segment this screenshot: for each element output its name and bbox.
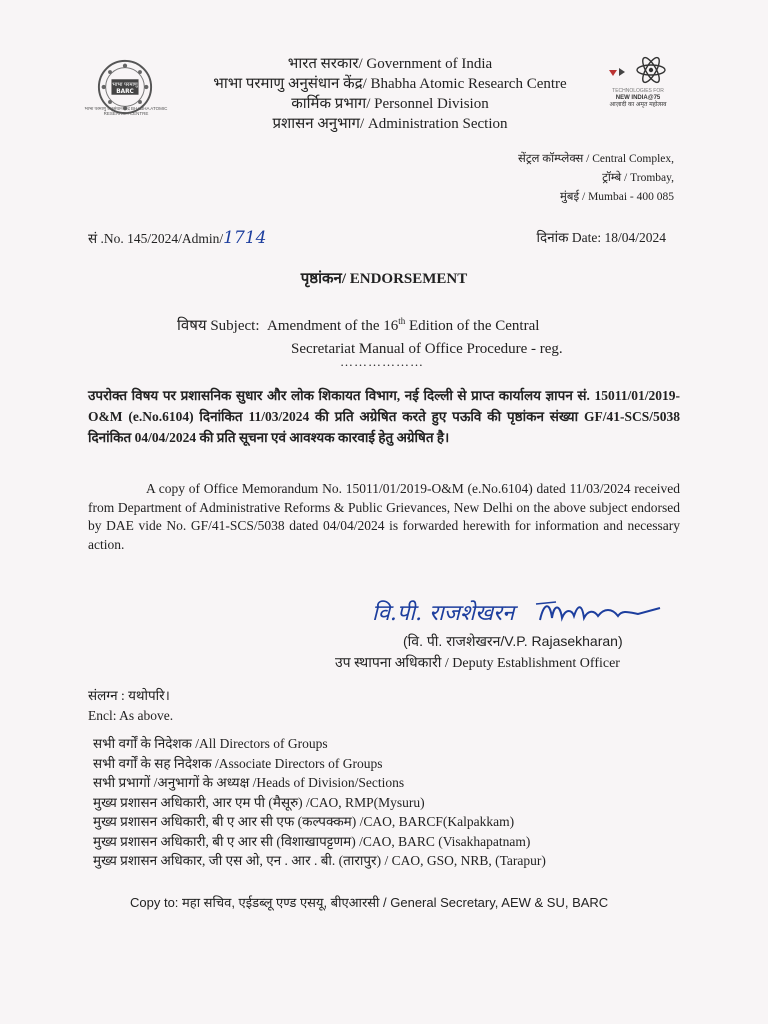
atom-logo-tag-line1: TECHNOLOGIES FOR [612,88,664,94]
recipient-item: सभी वर्गों के निदेशक /All Directors of Groups [93,736,328,751]
letterhead-line-admin: प्रशासन अनुभाग/ Administration Section [272,116,508,132]
reference-number [88,228,266,248]
reference-handwritten-number: 1714 [223,228,267,248]
recipient-item: मुख्य प्रशासन अधिकारी, बी ए आर सी (विशाखापट्टणम) /CAO, BARC (Visakhapatnam) [93,833,531,849]
barc-logo-abbr: BARC [116,88,134,95]
english-paragraph: A copy of Office Memorandum No. 15011/01/2019-O&M (e.No.6104) dated 11/03/2024 received from Department of Administrative Reforms & Public Grievances, New Delhi on the above subject endorsed by DAE vide No. GF/41-SCS/5038 dated 04/04/2024 is forwarded herewith for information and necessary action. [88,481,680,552]
handwritten-signature [368,594,668,630]
recipient-item: सभी वर्गों के सह निदेशक /Associate Directors of Groups [93,755,383,771]
subject-separator-dots: ……………… [340,354,424,369]
subject-line1-sup: th [398,316,406,326]
recipient-item: मुख्य प्रशासन अधिकारी, बी ए आर सी एफ (कल्पक्कम) /CAO, BARCF(Kalpakkam) [93,814,515,829]
recipient-item: सभी प्रभागों /अनुभागों के अध्यक्ष /Heads of Division/Sections [93,775,405,790]
letterhead-text [200,54,580,134]
copy-to-line: Copy to: महा सचिव, एईडब्लू एण्ड एसयू, बीएआरसी / General Secretary, AEW & SU, BARC [130,895,609,910]
atom-logo-tag-line2: NEW INDIA@75 [615,95,661,101]
signatory-name: (वि. पी. राजशेखरन/V.P. Rajasekharan) [403,633,623,649]
signatory-designation: उप स्थापना अधिकारी / Deputy Establishment Officer [335,656,620,671]
enclosure-note [88,686,173,726]
letterhead-line-barc: भाभा परमाणु अनुसंधान केंद्र/ Bhabha Atomic Research Centre [213,76,567,92]
document-date: दिनांक Date: 18/04/2024 [536,230,666,245]
address-line-mumbai: मुंबई / Mumbai - 400 085 [560,191,674,203]
recipient-list [93,734,546,871]
subject-label: विषय Subject: [177,318,260,334]
atom-logo-tagline [596,88,680,109]
signature-devanagari: वि.पी. राजशेखरन [372,601,515,626]
document-title: पृष्ठांकन/ ENDORSEMENT [300,271,468,287]
recipient-item: मुख्य प्रशासन अधिकारी, आर एम पी (मैसूरु) /CAO, RMP(Mysuru) [93,794,425,810]
recipient-item: मुख्य प्रशासन अधिकार, जी एस ओ, एन . आर . बी. (तारापुर) / CAO, GSO, NRB, (Tarapur) [93,853,546,868]
enclosure-hindi: संलग्न : यथोपरि। [88,688,170,703]
letterhead-line-personnel: कार्मिक प्रभाग/ Personnel Division [291,96,489,112]
enclosure-english: Encl: As above. [88,708,174,723]
letterhead-line-government: भारत सरकार/ Government of India [287,56,493,72]
reference-prefix: सं .No. 145/2024/Admin/ [88,231,224,246]
hindi-paragraph: उपरोक्त विषय पर प्रशासनिक सुधार और लोक शिकायत विभाग, नई दिल्ली से प्राप्त कार्यालय ज्ञापन सं. 15011/01/2019-O&M (e.No.6104) दिनांकित 11/03/2024 की प्रति अग्रेषित करते हुए पऊवि की पृष्ठांकन संख्या GF/41-SCS/5038 दिनांकित 04/04/2024 की प्रति सूचना एवं आवश्यक कारवाई हेतु अग्रेषित है। [88,388,680,445]
subject-line1-b: Edition of the Central [405,318,540,334]
subject-line1-a: Amendment of the 16 [267,318,399,334]
barc-logo-hindi: भाभा परमाणु [112,82,138,89]
barc-logo-caption: भाभा परमाणु अनुसंधान केंद्र BHABHA ATOMIC RESEARCH CENTRE [84,106,168,116]
atom-logo-tag-line3: आज़ादी का अमृत महोत्सव [609,102,667,108]
address-line-complex: सेंट्रल कॉम्प्लेक्स / Central Complex, [518,153,674,165]
address-line-trombay: ट्रॉम्बे / Trombay, [602,172,674,184]
subject-line2: Secretariat Manual of Office Procedure - reg. [291,341,563,357]
office-address [518,150,674,207]
